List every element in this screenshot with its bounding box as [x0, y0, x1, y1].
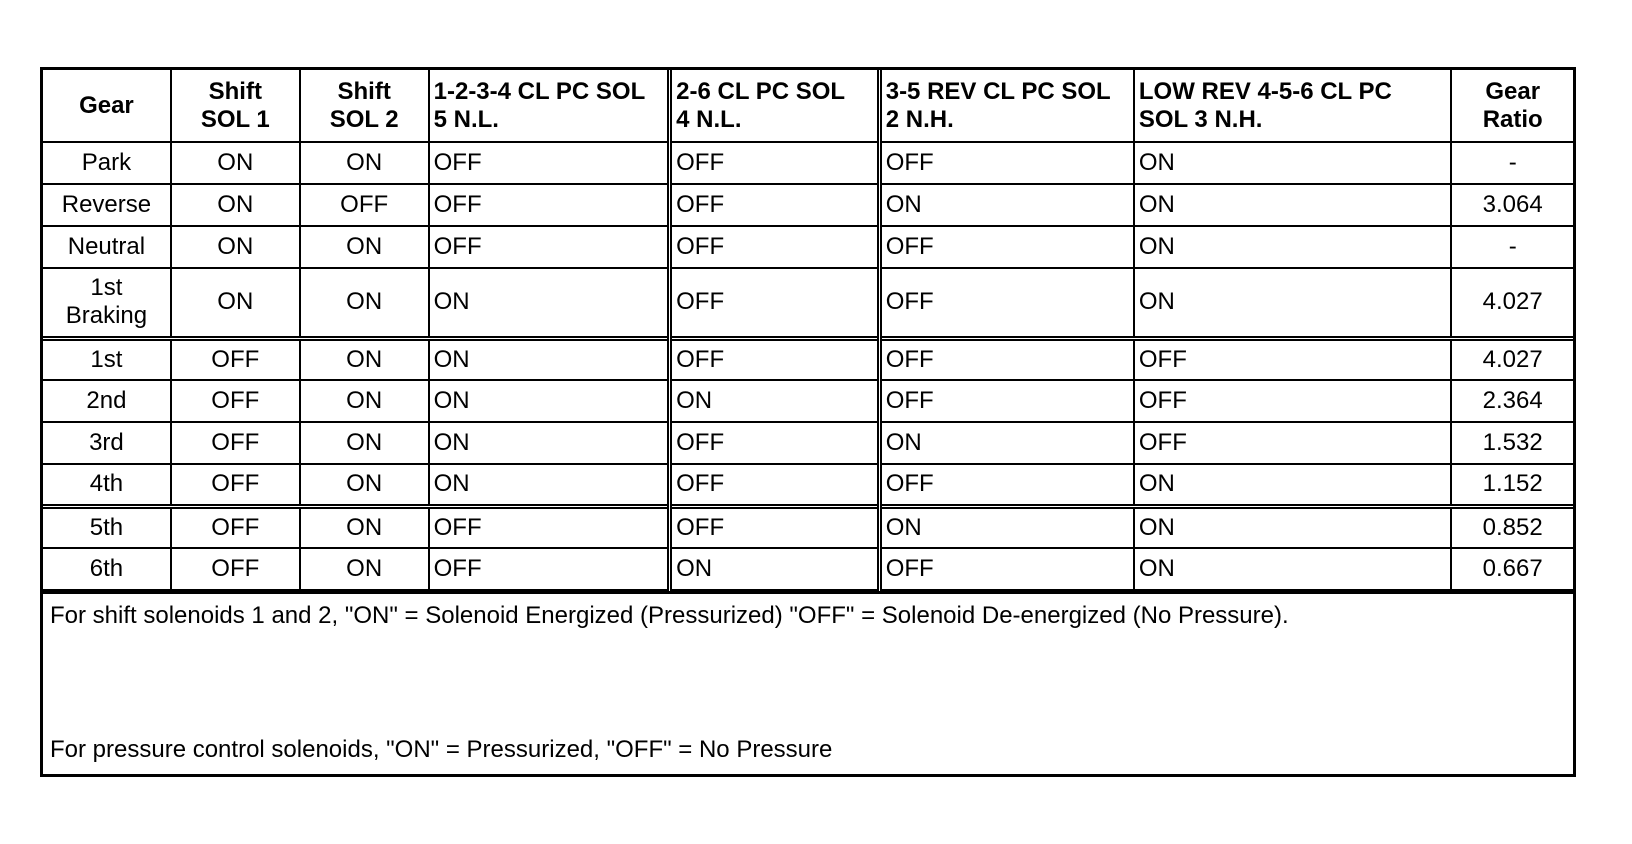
table-row — [43, 268, 1573, 338]
cell-pc-sol-5: ON — [429, 268, 670, 338]
cell-gear-ratio: 4.027 — [1451, 268, 1573, 338]
cell-pc-sol-5: ON — [429, 338, 670, 380]
note-pressure-solenoids: For pressure control solenoids, "ON" = Pressurized, "OFF" = No Pressure — [50, 736, 833, 763]
cell-gear: 5th — [43, 506, 171, 548]
cell-gear: 1st — [43, 338, 171, 380]
cell-pc-sol-4: ON — [670, 548, 880, 590]
cell-pc-sol-5: OFF — [429, 226, 670, 268]
cell-shift-sol-2: ON — [300, 142, 429, 184]
cell-pc-sol-5: ON — [429, 422, 670, 464]
cell-pc-sol-4: OFF — [670, 422, 880, 464]
cell-pc-sol-2: OFF — [879, 268, 1134, 338]
table-body — [43, 142, 1573, 590]
header-shift-sol-2: Shift SOL 2 — [300, 70, 429, 142]
header-pc-sol-3: LOW REV 4-5-6 CL PC SOL 3 N.H. — [1134, 70, 1452, 142]
cell-shift-sol-2: ON — [300, 268, 429, 338]
cell-pc-sol-2: ON — [879, 506, 1134, 548]
cell-pc-sol-3: ON — [1134, 142, 1452, 184]
cell-gear-ratio: - — [1451, 226, 1573, 268]
table-row — [43, 548, 1573, 590]
cell-pc-sol-3: ON — [1134, 464, 1452, 506]
header-gear: Gear — [43, 70, 171, 142]
cell-gear-ratio: 1.532 — [1451, 422, 1573, 464]
cell-pc-sol-4: OFF — [670, 268, 880, 338]
cell-pc-sol-2: OFF — [879, 226, 1134, 268]
cell-gear: 6th — [43, 548, 171, 590]
cell-shift-sol-1: ON — [171, 184, 300, 226]
cell-pc-sol-5: OFF — [429, 184, 670, 226]
cell-shift-sol-1: ON — [171, 226, 300, 268]
cell-pc-sol-2: OFF — [879, 464, 1134, 506]
cell-shift-sol-2: ON — [300, 338, 429, 380]
cell-pc-sol-3: OFF — [1134, 422, 1452, 464]
cell-shift-sol-1: OFF — [171, 506, 300, 548]
cell-pc-sol-4: OFF — [670, 184, 880, 226]
table-row — [43, 184, 1573, 226]
cell-pc-sol-4: OFF — [670, 226, 880, 268]
cell-gear: 1st Braking — [43, 268, 171, 338]
table-row — [43, 464, 1573, 506]
cell-pc-sol-5: OFF — [429, 142, 670, 184]
cell-gear-ratio: 4.027 — [1451, 338, 1573, 380]
cell-shift-sol-2: ON — [300, 464, 429, 506]
table-row — [43, 422, 1573, 464]
cell-gear-ratio: 0.852 — [1451, 506, 1573, 548]
cell-shift-sol-1: ON — [171, 268, 300, 338]
cell-pc-sol-2: ON — [879, 422, 1134, 464]
table-row — [43, 338, 1573, 380]
cell-gear-ratio: 2.364 — [1451, 380, 1573, 422]
cell-pc-sol-4: OFF — [670, 506, 880, 548]
cell-shift-sol-1: OFF — [171, 422, 300, 464]
header-pc-sol-5: 1-2-3-4 CL PC SOL 5 N.L. — [429, 70, 670, 142]
table-row — [43, 506, 1573, 548]
cell-gear-ratio: 1.152 — [1451, 464, 1573, 506]
cell-pc-sol-3: ON — [1134, 548, 1452, 590]
cell-pc-sol-3: OFF — [1134, 338, 1452, 380]
cell-pc-sol-3: ON — [1134, 184, 1452, 226]
cell-pc-sol-4: ON — [670, 380, 880, 422]
cell-pc-sol-3: ON — [1134, 506, 1452, 548]
cell-shift-sol-2: ON — [300, 422, 429, 464]
cell-pc-sol-4: OFF — [670, 464, 880, 506]
header-row — [43, 70, 1573, 142]
cell-gear: 4th — [43, 464, 171, 506]
table-row — [43, 226, 1573, 268]
cell-shift-sol-2: ON — [300, 226, 429, 268]
solenoid-application-chart — [40, 67, 1576, 777]
cell-pc-sol-2: OFF — [879, 380, 1134, 422]
cell-shift-sol-2: OFF — [300, 184, 429, 226]
cell-pc-sol-5: ON — [429, 464, 670, 506]
cell-pc-sol-5: OFF — [429, 548, 670, 590]
cell-shift-sol-1: ON — [171, 142, 300, 184]
cell-pc-sol-2: OFF — [879, 142, 1134, 184]
cell-gear: Reverse — [43, 184, 171, 226]
cell-gear: Neutral — [43, 226, 171, 268]
cell-pc-sol-3: OFF — [1134, 380, 1452, 422]
cell-gear-ratio: - — [1451, 142, 1573, 184]
cell-shift-sol-2: ON — [300, 506, 429, 548]
solenoid-table — [43, 70, 1573, 591]
notes-section — [43, 591, 1573, 774]
cell-gear: Park — [43, 142, 171, 184]
cell-shift-sol-2: ON — [300, 380, 429, 422]
table-row — [43, 380, 1573, 422]
cell-pc-sol-2: OFF — [879, 548, 1134, 590]
note-shift-solenoids: For shift solenoids 1 and 2, "ON" = Solenoid Energized (Pressurized) "OFF" = Solenoid De-energized (No Pressure). — [50, 602, 1289, 629]
cell-gear-ratio: 3.064 — [1451, 184, 1573, 226]
table-row — [43, 142, 1573, 184]
cell-gear: 2nd — [43, 380, 171, 422]
cell-pc-sol-5: ON — [429, 380, 670, 422]
cell-pc-sol-3: ON — [1134, 226, 1452, 268]
cell-gear: 3rd — [43, 422, 171, 464]
cell-gear-ratio: 0.667 — [1451, 548, 1573, 590]
cell-pc-sol-2: OFF — [879, 338, 1134, 380]
cell-shift-sol-1: OFF — [171, 464, 300, 506]
header-pc-sol-2: 3-5 REV CL PC SOL 2 N.H. — [879, 70, 1134, 142]
header-shift-sol-1: Shift SOL 1 — [171, 70, 300, 142]
header-gear-ratio: Gear Ratio — [1451, 70, 1573, 142]
cell-pc-sol-5: OFF — [429, 506, 670, 548]
cell-pc-sol-3: ON — [1134, 268, 1452, 338]
cell-shift-sol-1: OFF — [171, 380, 300, 422]
cell-shift-sol-2: ON — [300, 548, 429, 590]
cell-pc-sol-2: ON — [879, 184, 1134, 226]
cell-shift-sol-1: OFF — [171, 338, 300, 380]
cell-shift-sol-1: OFF — [171, 548, 300, 590]
cell-pc-sol-4: OFF — [670, 142, 880, 184]
cell-pc-sol-4: OFF — [670, 338, 880, 380]
header-pc-sol-4: 2-6 CL PC SOL 4 N.L. — [670, 70, 880, 142]
